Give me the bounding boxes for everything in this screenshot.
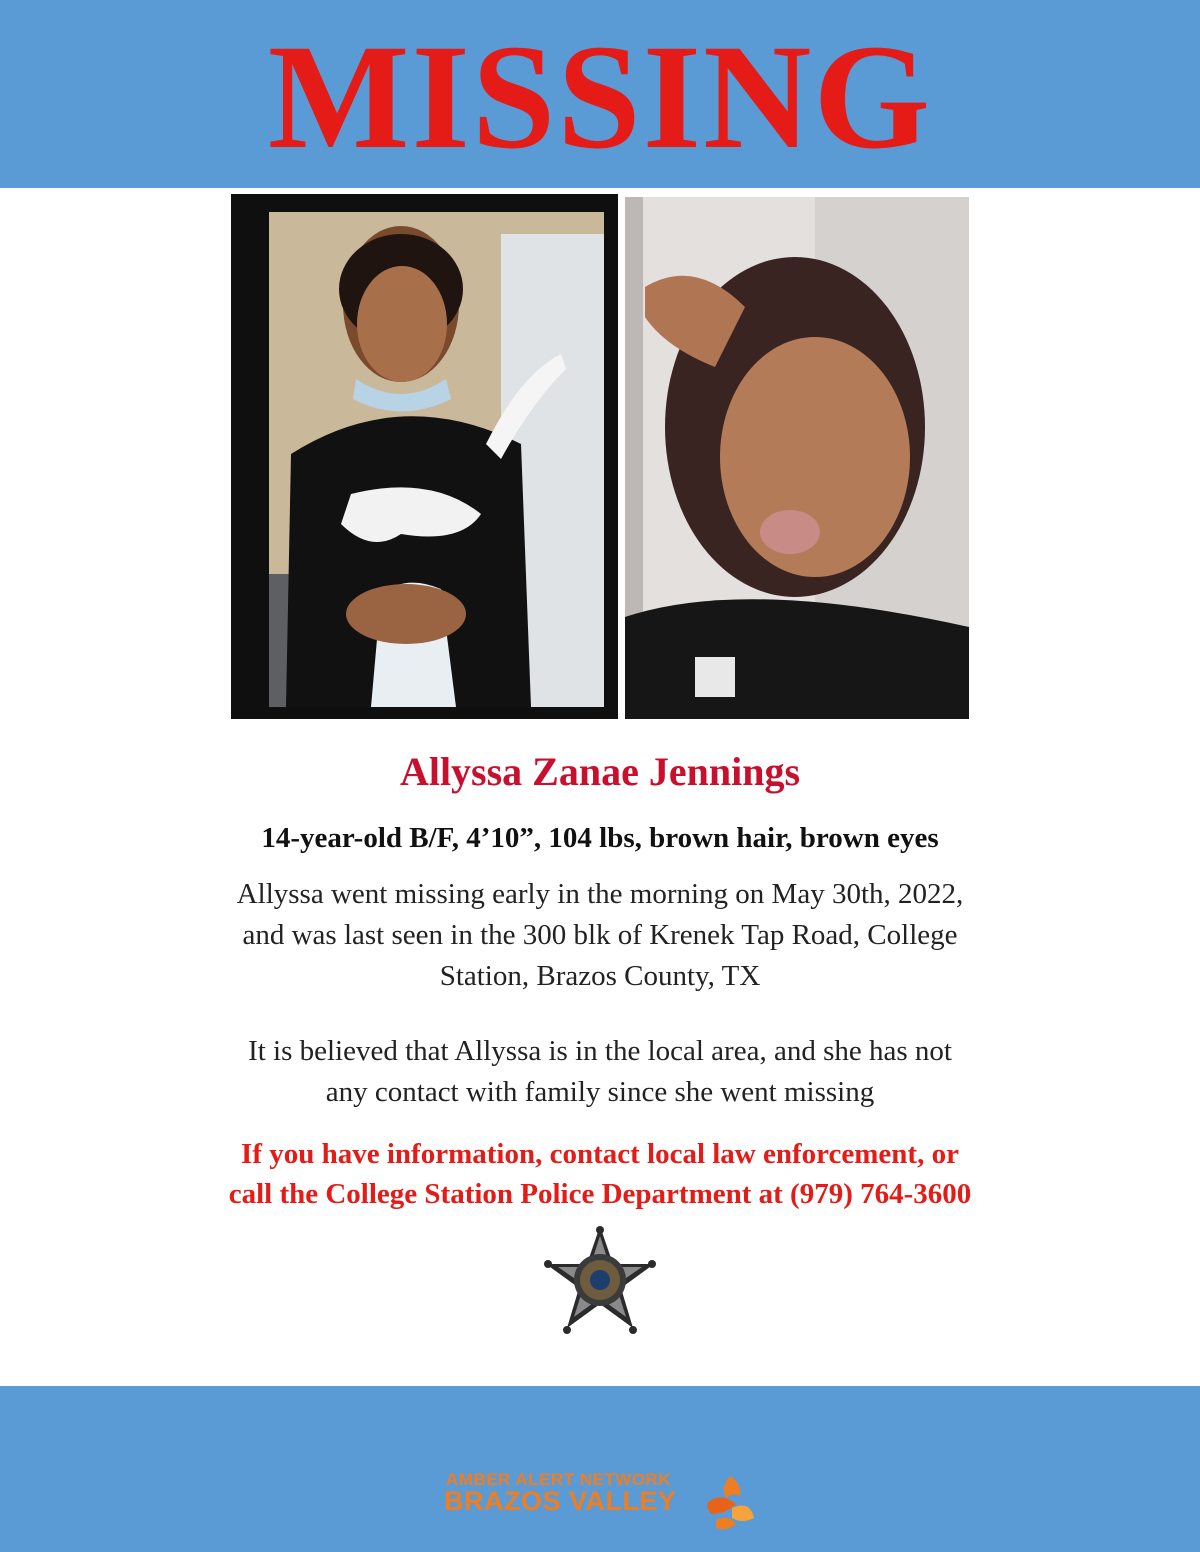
callout-line: call the College Station Police Department at (979) 764-3600 <box>228 1178 972 1210</box>
paragraph-line: Station, Brazos County, TX <box>439 960 761 992</box>
paragraph-line: It is believed that Allyssa is in the local area, and she has not <box>248 1035 952 1067</box>
paragraph-line: any contact with family since she went missing <box>325 1076 875 1108</box>
contact-callout <box>120 1134 1080 1214</box>
photo-left <box>231 194 618 719</box>
physical-description: 14-year-old B/F, 4’10”, 104 lbs, brown hair, brown eyes <box>261 822 939 854</box>
belief-paragraph <box>140 1031 1060 1113</box>
amber-alert-logo-icon <box>702 1474 758 1534</box>
callout-line: If you have information, contact local law enforcement, or <box>241 1138 959 1170</box>
paragraph-line: and was last seen in the 300 blk of Krenek Tap Road, College <box>242 919 958 951</box>
amber-alert-logo <box>440 1470 770 1540</box>
sheriff-star-badge-icon <box>540 1222 660 1352</box>
photo-right <box>625 197 969 719</box>
paragraph-line: Allyssa went missing early in the morning on May 30th, 2022, <box>236 878 964 910</box>
logo-line2: BRAZOS VALLEY <box>444 1486 677 1516</box>
missing-person-name: Allyssa Zanae Jennings <box>399 749 801 794</box>
logo-line1: AMBER ALERT NETWORK <box>446 1470 672 1489</box>
headline: MISSING <box>267 14 933 180</box>
top-banner <box>0 0 1200 188</box>
circumstances-paragraph <box>140 874 1060 997</box>
